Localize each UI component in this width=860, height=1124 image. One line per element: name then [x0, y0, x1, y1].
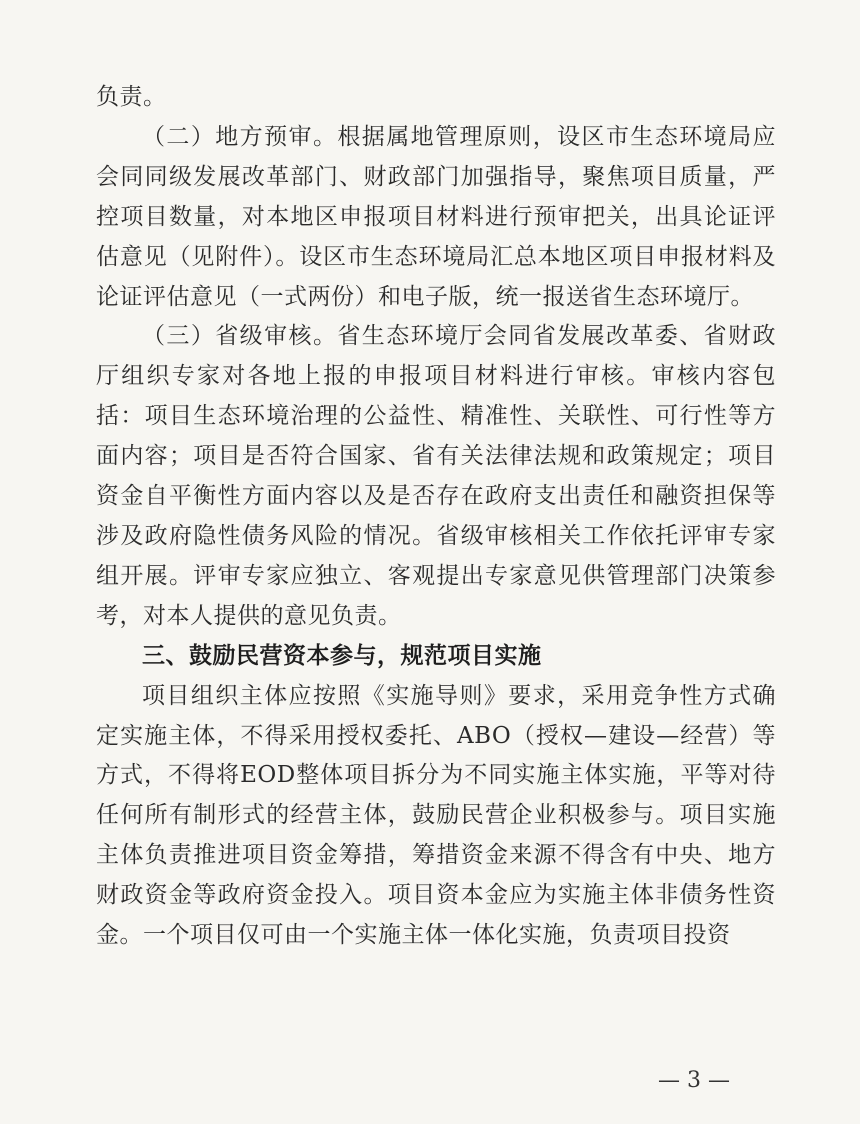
- page-number: — 3 —: [658, 1068, 730, 1093]
- paragraph-provincial-review: （三）省级审核。省生态环境厅会同省发展改革委、省财政厅组织专家对各地上报的申报项目材料进行审核。审核内容包括：项目生态环境治理的公益性、精准性、关联性、可行性等方面内容；项目是否符合国家、省有关法律法规和政策规定；项目资金自平衡性方面内容以及是否存在政府支出责任和融资担保等涉及政府隐性债务风险的情况。省级审核相关工作依托评审专家组开展。评审专家应独立、客观提出专家意见供管理部门决策参考，对本人提供的意见负责。: [96, 323, 776, 629]
- paragraph-continuation: 负责。: [96, 84, 167, 110]
- section-heading: 三、鼓励民营资本参与，规范项目实施: [142, 642, 542, 669]
- paragraph-implementation: 项目组织主体应按照《实施导则》要求，采用竞争性方式确定实施主体，不得采用授权委托、ABO（授权—建设—经营）等方式，不得将EOD整体项目拆分为不同实施主体实施，平等对待任何所有制形式的经营主体，鼓励民营企业积极参与。项目实施主体负责推进项目资金筹措，筹措资金来源不得含有中央、地方财政资金等政府资金投入。项目资本金应为实施主体非债务性资金。一个项目仅可由一个实施主体一体化实施，负责项目投资: [96, 682, 776, 949]
- document-body: [96, 78, 776, 956]
- paragraph-local-pre-review: （二）地方预审。根据属地管理原则，设区市生态环境局应会同同级发展改革部门、财政部门加强指导，聚焦项目质量，严控项目数量，对本地区申报项目材料进行预审把关，出具论证评估意见（见附件）。设区市生态环境局汇总本地区项目申报材料及论证评估意见（一式两份）和电子版，统一报送省生态环境厅。: [96, 123, 776, 310]
